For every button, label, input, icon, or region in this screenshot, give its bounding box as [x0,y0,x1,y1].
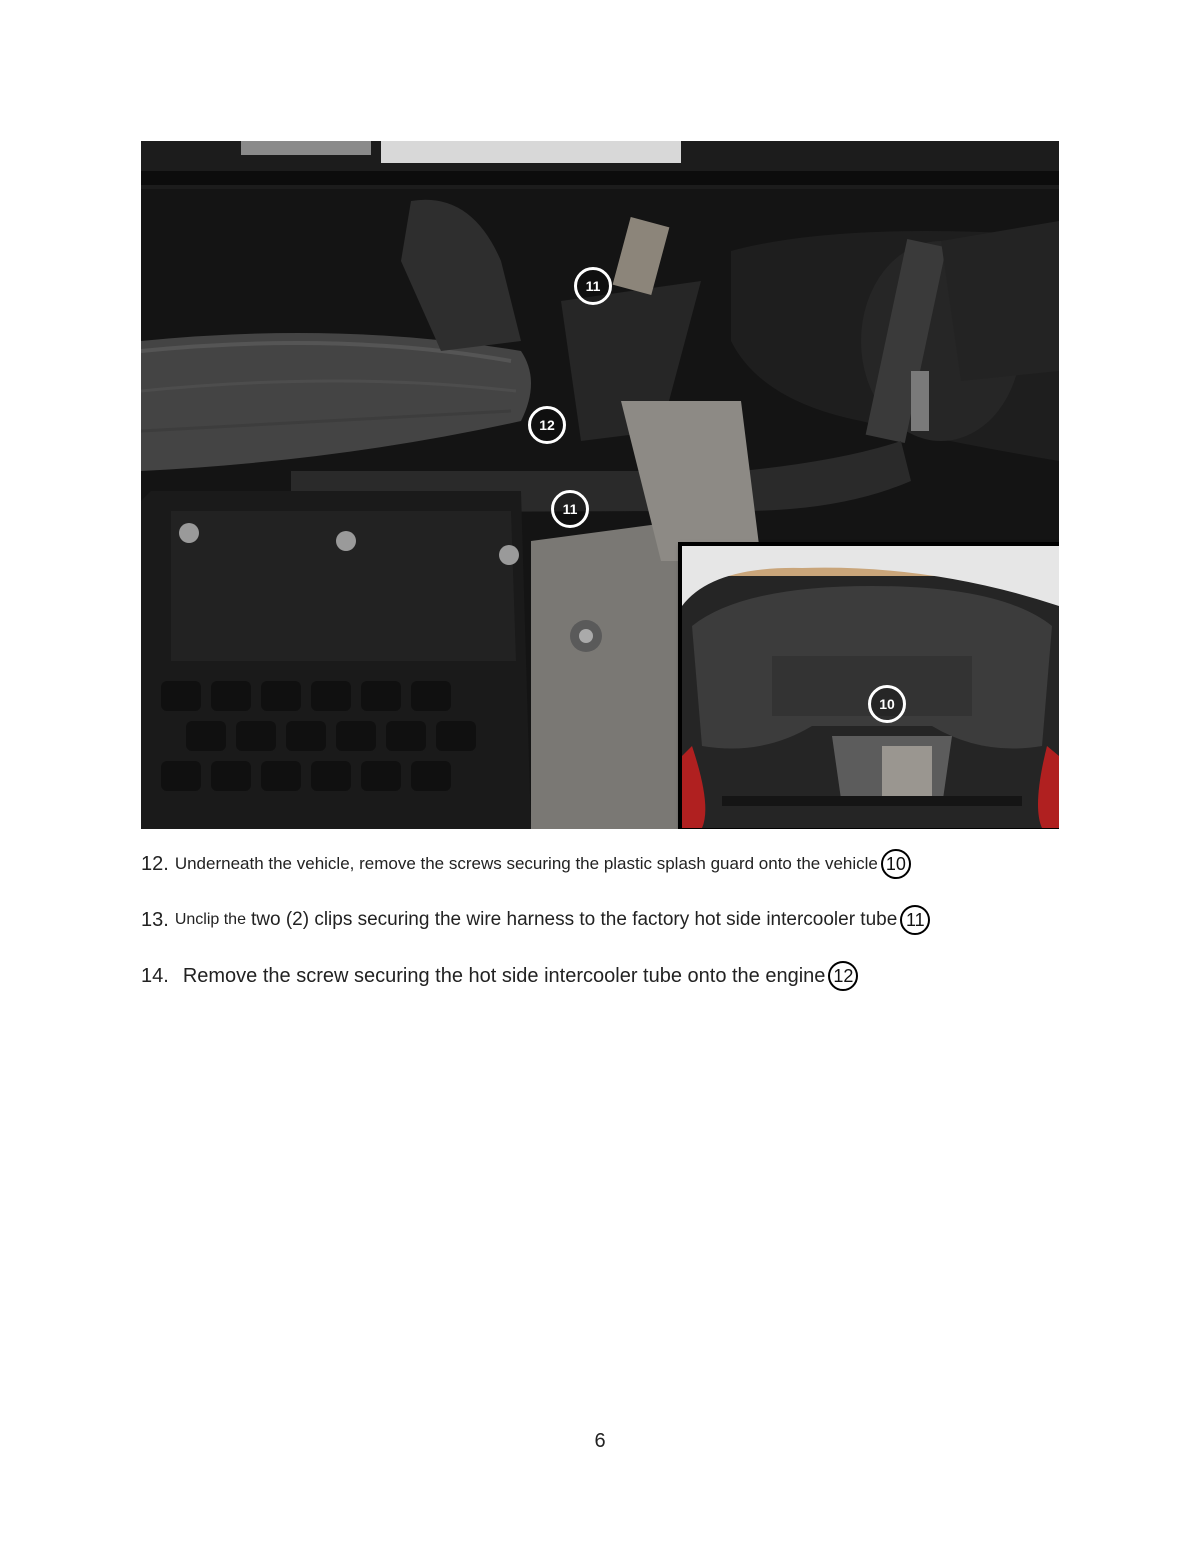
reference-callout: 10 [881,849,911,879]
engine-bay-photo [141,141,1059,829]
step-text: Remove the screw securing the hot side intercooler tube onto the engine [182,964,826,987]
splash-guard-inset-photo [678,542,1059,829]
instruction-steps [141,848,1101,992]
callout-10: 10 [868,685,906,723]
step-prefix: Unclip the [174,911,246,928]
reference-callout: 11 [900,905,930,935]
step-12 [141,848,1101,880]
step-number: 14. [141,964,169,987]
callout-11-lower: 11 [551,490,589,528]
page-number: 6 [594,1430,606,1452]
splash-guard-scene [682,546,1059,828]
step-text: Underneath the vehicle, remove the screws securing the plastic splash guard onto the vehicle [174,854,878,873]
callout-12: 12 [528,406,566,444]
step-text: two (2) clips securing the wire harness to the factory hot side intercooler tube [250,909,898,930]
step-number: 13. [141,908,169,931]
step-13 [141,904,1101,936]
step-14 [141,960,1101,992]
reference-callout: 12 [828,961,858,991]
callout-11-upper: 11 [574,267,612,305]
step-number: 12. [141,852,169,875]
